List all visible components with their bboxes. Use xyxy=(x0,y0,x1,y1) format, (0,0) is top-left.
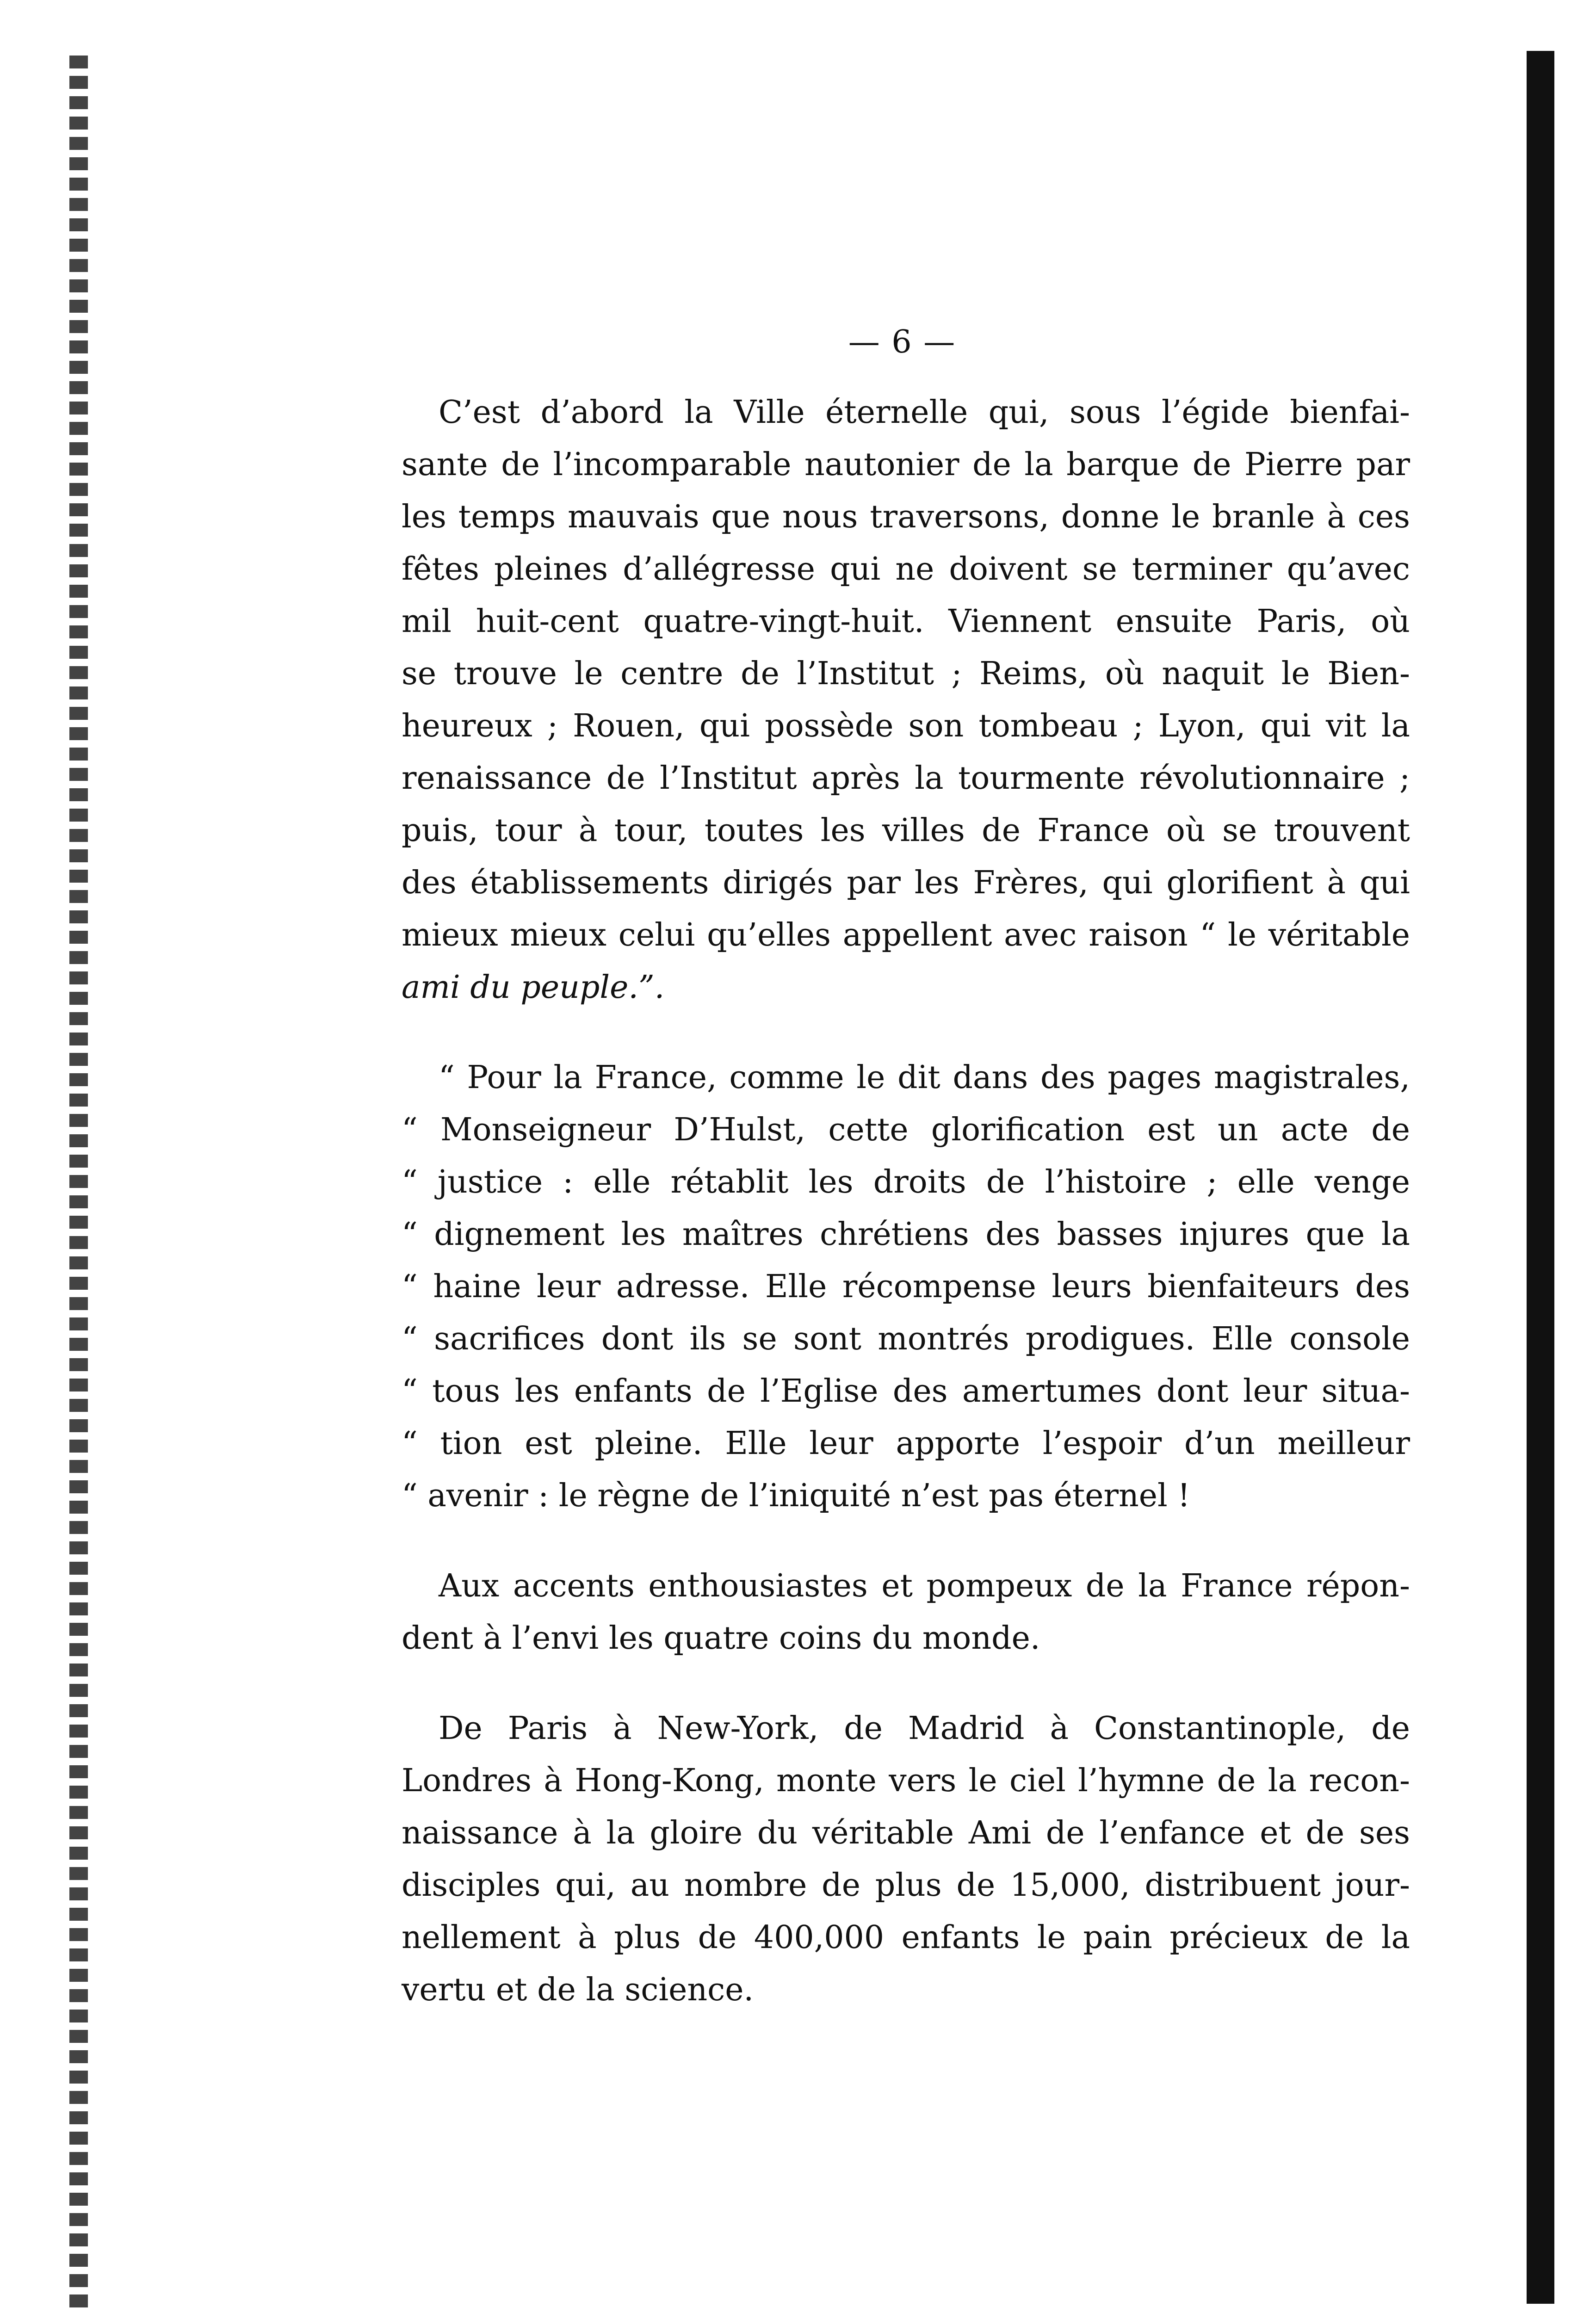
quote-line: “ Monseigneur D’Hulst, cette glorification est un acte de xyxy=(402,1112,1410,1148)
text-line: De Paris à New-York, de Madrid à Constantinople, de xyxy=(439,1710,1410,1747)
text-line: C’est d’abord la Ville éternelle qui, sous l’égide bienfai- xyxy=(439,394,1410,431)
text-line: mieux mieux celui qu’elles appellent avec raison “ le véritable xyxy=(402,917,1410,953)
page-right-edge-shadow xyxy=(1527,51,1554,2304)
text-line: des établissements dirigés par les Frères, qui glorifient à qui xyxy=(402,865,1410,901)
page-binding-edge xyxy=(69,56,88,2313)
text-line: puis, tour à tour, toutes les villes de France où se trouvent xyxy=(402,812,1410,849)
italic-text: ami du peuple.”. xyxy=(402,969,665,1006)
body-text xyxy=(402,386,1410,2054)
quote-line: “ dignement les maîtres chrétiens des basses injures que la xyxy=(402,1216,1410,1253)
quote-line: “ Pour la France, comme le dit dans des pages magistrales, xyxy=(439,1059,1410,1096)
text-line: sante de l’incomparable nautonier de la barque de Pierre par xyxy=(402,446,1410,483)
text-line: dent à l’envi les quatre coins du monde. xyxy=(402,1620,1040,1657)
text-line: nellement à plus de 400,000 enfants le pain précieux de la xyxy=(402,1919,1410,1956)
text-line: Aux accents enthousiastes et pompeux de la France répon- xyxy=(439,1568,1410,1604)
text-line: heureux ; Rouen, qui possède son tombeau ; Lyon, qui vit la xyxy=(402,708,1410,744)
page-number: — 6 — xyxy=(848,324,956,360)
paragraph-1 xyxy=(402,386,1410,1014)
text-line: mil huit-cent quatre-vingt-huit. Viennent ensuite Paris, où xyxy=(402,603,1410,640)
paragraph-3 xyxy=(402,1560,1410,1664)
quote-line: “ justice : elle rétablit les droits de l’histoire ; elle venge xyxy=(402,1164,1410,1200)
text-line: disciples qui, au nombre de plus de 15,000, distribuent jour- xyxy=(402,1867,1410,1904)
quote-line: “ haine leur adresse. Elle récompense leurs bienfaiteurs des xyxy=(402,1268,1410,1305)
quote-line: “ tion est pleine. Elle leur apporte l’espoir d’un meilleur xyxy=(402,1425,1410,1462)
paragraph-4 xyxy=(402,1702,1410,2016)
text-line: fêtes pleines d’allégresse qui ne doivent se terminer qu’avec xyxy=(402,551,1410,588)
text-line: se trouve le centre de l’Institut ; Reims, où naquit le Bien- xyxy=(402,656,1410,692)
paragraph-2-quotation xyxy=(402,1051,1410,1522)
text-line: naissance à la gloire du véritable Ami de l’enfance et de ses xyxy=(402,1815,1410,1851)
text-line: les temps mauvais que nous traversons, donne le branle à ces xyxy=(402,499,1410,535)
quote-line: “ sacrifices dont ils se sont montrés prodigues. Elle console xyxy=(402,1321,1410,1357)
text-line: vertu et de la science. xyxy=(402,1972,754,2008)
text-line: renaissance de l’Institut après la tourmente révolutionnaire ; xyxy=(402,760,1410,797)
text-line: Londres à Hong-Kong, monte vers le ciel l’hymne de la recon- xyxy=(402,1763,1410,1799)
quote-line: “ avenir : le règne de l’iniquité n’est pas éternel ! xyxy=(402,1478,1190,1514)
quote-line: “ tous les enfants de l’Eglise des amertumes dont leur situa- xyxy=(402,1373,1410,1410)
text-line-italic xyxy=(402,961,1410,1014)
